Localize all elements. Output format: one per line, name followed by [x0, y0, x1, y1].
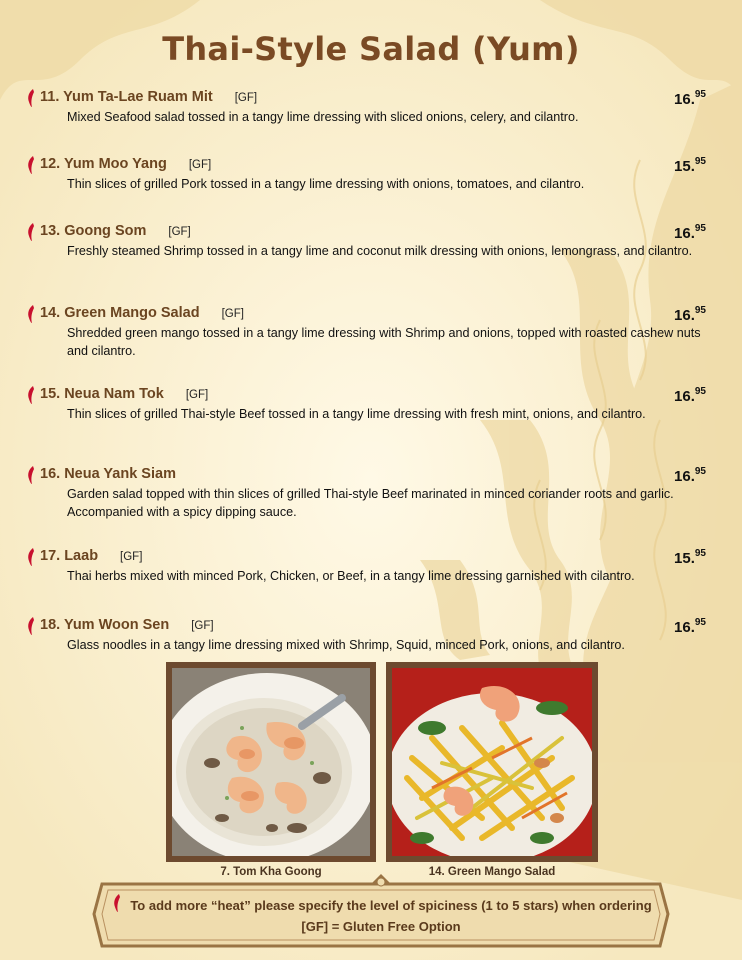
item-title: 12. Yum Moo Yang [GF] [40, 156, 212, 172]
item-price: 16.95 [674, 223, 706, 242]
chili-pepper-icon [26, 304, 36, 324]
gluten-free-note: [GF] = Gluten Free Option [301, 919, 461, 934]
menu-item-18 [26, 616, 716, 654]
menu-item-15 [26, 385, 716, 423]
item-price: 16.95 [674, 386, 706, 405]
chili-pepper-icon [26, 385, 36, 405]
green-mango-salad-photo [392, 668, 592, 856]
item-description: Thin slices of grilled Thai-style Beef tossed in a tangy lime dressing with fresh mint, onions, and cilantro. [67, 407, 646, 421]
item-description: Garden salad topped with thin slices of grilled Thai-style Beef marinated in minced coriander roots and garlic. Accompanied with a spicy dipping sauce. [67, 487, 674, 519]
gluten-free-tag: [GF] [234, 92, 258, 104]
page-title: Thai-Style Salad (Yum) [162, 30, 580, 68]
menu-item-12 [26, 155, 716, 193]
item-title: 13. Goong Som [GF] [40, 223, 191, 239]
chili-pepper-icon [26, 88, 36, 108]
gluten-free-tag: [GF] [168, 226, 191, 238]
spiciness-note: To add more “heat” please specify the level of spiciness (1 to 5 stars) when ordering [130, 898, 652, 913]
chili-pepper-icon [26, 222, 36, 242]
item-title: 16. Neua Yank Siam [40, 466, 176, 482]
photo-green-mango-salad [386, 662, 598, 862]
item-description: Glass noodles in a tangy lime dressing mixed with Shrimp, Squid, minced Pork, onions, and cilantro. [67, 638, 625, 652]
item-description: Mixed Seafood salad tossed in a tangy lime dressing with sliced onions, celery, and cilantro. [67, 110, 579, 124]
menu-item-11 [26, 88, 716, 126]
photo-tom-kha-goong [166, 662, 376, 862]
item-title: 18. Yum Woon Sen [GF] [40, 617, 214, 633]
banner-frame [88, 874, 674, 954]
item-description: Shredded green mango tossed in a tangy lime dressing with Shrimp and onions, topped with roasted cashew nuts and cilantro. [67, 326, 701, 358]
gluten-free-tag: [GF] [188, 159, 212, 171]
item-description: Thai herbs mixed with minced Pork, Chicken, or Beef, in a tangy lime dressing garnished with cilantro. [67, 569, 635, 583]
menu-item-16 [26, 465, 716, 521]
item-price: 16.95 [674, 617, 706, 636]
item-price: 15.95 [674, 156, 706, 175]
item-title: 15. Neua Nam Tok [GF] [40, 386, 209, 402]
item-description: Freshly steamed Shrimp tossed in a tangy lime and coconut milk dressing with onions, lemongrass, and cilantro. [67, 244, 693, 258]
footer-banner [88, 874, 674, 954]
item-title: 11. Yum Ta-Lae Ruam Mit [GF] [40, 89, 258, 105]
item-price: 15.95 [674, 548, 706, 567]
chili-pepper-icon [26, 465, 36, 485]
item-price: 16.95 [674, 466, 706, 485]
photo-caption-1: 7. Tom Kha Goong [220, 866, 322, 878]
gluten-free-tag: [GF] [191, 620, 214, 632]
item-title: 14. Green Mango Salad [GF] [40, 305, 244, 321]
chili-pepper-icon [26, 155, 36, 175]
tom-kha-goong-photo [172, 668, 370, 856]
gluten-free-tag: [GF] [120, 551, 143, 563]
item-price: 16.95 [674, 305, 706, 324]
item-description: Thin slices of grilled Pork tossed in a tangy lime dressing with onions, tomatoes, and cilantro. [67, 177, 585, 191]
chili-pepper-icon [26, 547, 36, 567]
menu-item-17 [26, 547, 716, 585]
item-price: 16.95 [674, 89, 706, 108]
chili-pepper-icon [26, 616, 36, 636]
gluten-free-tag: [GF] [185, 389, 209, 401]
menu-item-13 [26, 222, 716, 260]
gluten-free-tag: [GF] [221, 308, 244, 320]
menu-item-14 [26, 304, 716, 360]
item-title: 17. Laab [GF] [40, 548, 143, 564]
photo-caption-2: 14. Green Mango Salad [428, 866, 556, 878]
